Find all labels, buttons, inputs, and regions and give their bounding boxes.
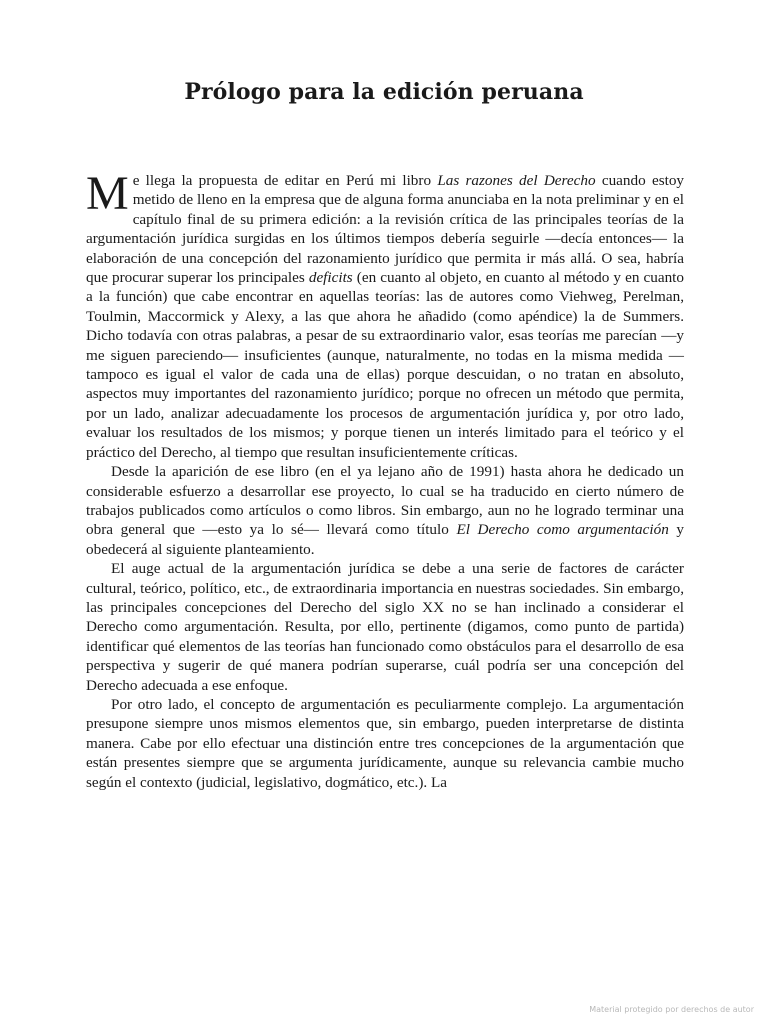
paragraph-2: [86, 462, 684, 559]
text-segment: cuando estoy metido de lleno en la empresa que de alguna forma anunciaba en la nota preliminar y en el capítulo final de su primera edición: a la revisión crítica de las principales teorías de la argumentación jurídica surgidas en los últimos tiempos debería seguirle —decía entonces— la elaboración de una concepción del razonamiento jurídico que permita ir más allá. O sea, habría que procurar superar los principales: [86, 172, 685, 287]
text-segment: Desde la aparición de ese libro (en el ya lejano año de 1991) hasta ahora he dedicado un considerable esfuerzo a desarrollar ese proyecto, lo cual se ha traducido en cierto número de trabajos publicados como artículos o como libros. Sin embargo, aun no he logrado terminar una obra general que —esto ya lo sé— llevará como título: [86, 463, 684, 539]
paragraph-3: [86, 559, 684, 695]
paragraph-4: [86, 695, 684, 792]
body-text: [86, 167, 685, 792]
drop-cap: M: [86, 167, 129, 220]
text-segment: Por otro lado, el concepto de argumentación es peculiarmente complejo. La argumentación presupone siempre unos mismos elementos que, sin embargo, pueden interpretarse de distinta manera. Cabe por ello efectuar una distinción entre tres concepciones de la argumentación que están presentes siempre que se argumenta jurídicamente, aunque su relevancia cambie mucho según el contexto (judicial, legislativo, dogmático, etc.). La: [86, 695, 684, 791]
book-title-italic: El Derecho como argumentación: [456, 521, 669, 539]
text-segment: (en cuanto al objeto, en cuanto al método y en cuanto a la función) que cabe encontrar en aquellas teorías: las de autores como Viehweg, Perelman, Toulmin, Maccormick y Alexy, a las que ahora he añadido (como apéndice) la de Summers. Dicho todavía con otras palabras, a pesar de su extraordinario valor, esas teorías me parecían —y me siguen pareciendo— insuficientes (aunque, naturalmente, no todas en la misma medida — tampoco es igual el valor de cada una de ellas) porque descuidan, o no tratan en absoluto, aspectos muy importantes del razonamiento jurídico; porque no ofrecen un método que permita, por un lado, analizar adecuadamente los procesos de argumentación jurídica y, por otro lado, evaluar los resultados de los mismos; y porque tienen un interés limitado para el teórico y el práctico del Derecho, al tiempo que resultan insuficientemente críticas.: [86, 269, 684, 461]
page-title: Prólogo para la edición peruana: [184, 78, 584, 105]
text-segment: y obedecerá al siguiente planteamiento.: [86, 521, 684, 558]
paragraph-1: [86, 167, 685, 462]
italic-term: deficits: [308, 269, 353, 287]
copyright-notice: Material protegido por derechos de autor: [589, 1005, 754, 1014]
text-segment: e llega la propuesta de editar en Perú mi libro: [132, 172, 438, 189]
book-title-italic: Las razones del Derecho: [437, 172, 596, 189]
text-segment: El auge actual de la argumentación jurídica se debe a una serie de factores de carácter cultural, teórico, político, etc., de extraordinaria importancia en nuestras sociedades. Sin embargo, las principales concepciones del Derecho del siglo XX no se han inclinado a considerar el Derecho como argumentación. Resulta, por ello, pertinente (digamos, como punto de partida) identificar qué elementos de las teorías han funcionado como obstáculos para el desarrollo de esa perspectiva y sugerir de qué manera podrían superarse, cuál podría ser una concepción del Derecho adecuada a ese enfoque.: [86, 560, 684, 694]
